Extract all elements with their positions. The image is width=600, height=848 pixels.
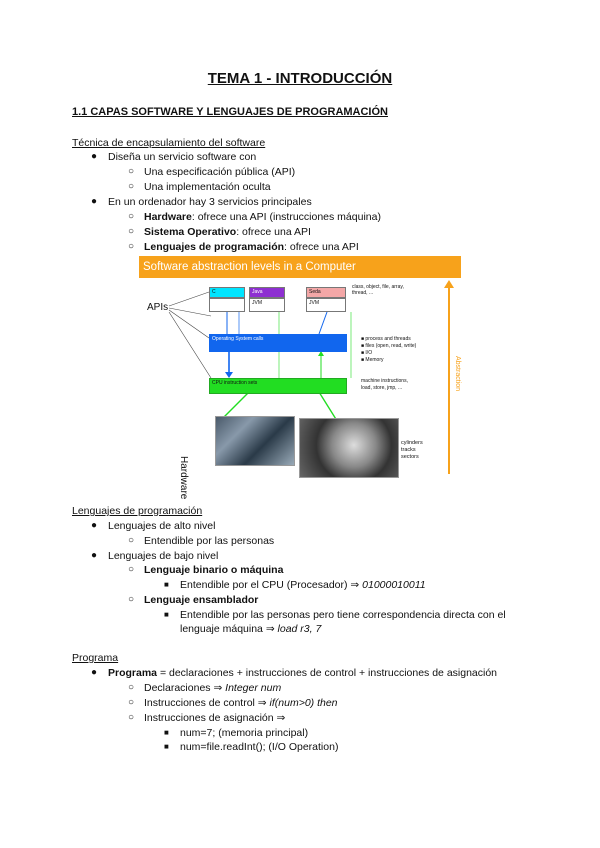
bullet-circle: ○ (128, 211, 135, 222)
lang-subitem: Lenguaje binario o máquina (144, 564, 284, 576)
jvm-box: JVM (306, 298, 346, 312)
section-heading: 1.1 CAPAS SOFTWARE Y LENGUAJES DE PROGRAMACIÓN (72, 106, 388, 118)
bullet-dot: ● (91, 667, 98, 678)
prog-subsubitem: num=7; (memoria principal) (180, 727, 309, 739)
service-desc: : ofrece una API (instrucciones máquina) (191, 211, 381, 223)
prog-definition: Programa = declaraciones + instrucciones de control + instrucciones de asignación (108, 667, 498, 679)
top-note: class, object, file, array, thread, ... (352, 284, 404, 296)
service-item (144, 240, 359, 254)
encap-heading: Técnica de encapsulamiento del software (72, 137, 266, 149)
prog-subitem: Instrucciones de control ⇒ if(num>0) then (144, 697, 338, 709)
bullet-square: ■ (164, 580, 169, 589)
bullet-circle: ○ (128, 594, 135, 605)
encap-subitem: Una especificación pública (API) (144, 166, 296, 178)
os-note: ■ Memory (361, 357, 384, 363)
bullet-circle: ○ (128, 241, 135, 252)
abstraction-diagram (139, 256, 461, 500)
bullet-circle: ○ (128, 226, 135, 237)
lang-item: Lenguajes de bajo nivel (108, 550, 219, 562)
bullet-dot: ● (91, 196, 98, 207)
bullet-circle: ○ (128, 697, 135, 708)
disk-note: sectors (401, 454, 419, 460)
encap-item: Diseña un servicio software con (108, 151, 257, 163)
jvm-box: JVM (249, 298, 285, 312)
bullet-square: ■ (164, 610, 169, 619)
bullet-circle: ○ (128, 564, 135, 575)
lang-subsubitem: Entendible por el CPU (Procesador) ⇒ 01000010011 (180, 579, 426, 591)
bullet-circle: ○ (128, 166, 135, 177)
prog-subsubitem: num=file.readInt(); (I/O Operation) (180, 741, 339, 753)
service-desc: : ofrece una API (236, 226, 311, 238)
disk-note: cylinders (401, 440, 423, 446)
page-title: TEMA 1 - INTRODUCCIÓN (207, 70, 393, 87)
bullet-dot: ● (91, 520, 98, 531)
cpu-note: machine instructions, load, store, jmp, ... (361, 378, 408, 391)
os-notes (361, 336, 416, 364)
prog-subitem: Instrucciones de asignación ⇒ (144, 712, 286, 724)
disk-note: tracks (401, 447, 416, 453)
app-java: Java (249, 287, 285, 298)
app-c-api (209, 298, 245, 312)
service-name: Lenguajes de programación (144, 241, 285, 253)
os-note: ■ I/O (361, 350, 373, 356)
os-note: ■ process and threads (361, 336, 411, 342)
bullet-square: ■ (164, 742, 169, 751)
lang-subsubitem: Entendible por las personas pero tiene correspondencia directa con el (180, 609, 506, 621)
encap-subitem: Una implementación oculta (144, 181, 271, 193)
lang-subsubitem-cont: lenguaje máquina ⇒ load r3, 7 (180, 623, 322, 635)
lang-subitem: Lenguaje ensamblador (144, 594, 259, 606)
service-name: Hardware (144, 211, 192, 223)
cpu-box: CPU instruction sets (209, 378, 347, 394)
abstraction-label: Abstraction (454, 356, 461, 392)
bullet-square: ■ (164, 728, 169, 737)
prog-heading: Programa (72, 652, 119, 664)
os-calls-box: Operating System calls (209, 334, 347, 352)
hard-disk-image (299, 418, 399, 478)
service-name: Sistema Operativo (144, 226, 237, 238)
bullet-circle: ○ (128, 181, 135, 192)
diagram-banner: Software abstraction levels in a Computer (139, 256, 461, 278)
app-seda: Seda (306, 287, 346, 298)
app-c: C (209, 287, 245, 298)
bullet-dot: ● (91, 151, 98, 162)
motherboard-image (215, 416, 295, 466)
prog-subitem: Declaraciones ⇒ Integer num (144, 682, 282, 694)
apis-label: APIs (147, 302, 169, 313)
hardware-label: Hardware (178, 456, 189, 500)
lang-heading: Lenguajes de programación (72, 505, 203, 517)
lang-item: Lenguajes de alto nivel (108, 520, 216, 532)
bullet-circle: ○ (128, 682, 135, 693)
service-item (144, 225, 311, 239)
bullet-circle: ○ (128, 535, 135, 546)
bullet-dot: ● (91, 550, 98, 561)
lang-subitem: Entendible por las personas (144, 535, 275, 547)
os-note: ■ files (open, read, write) (361, 343, 417, 349)
service-desc: : ofrece una API (284, 241, 359, 253)
encap-item: En un ordenador hay 3 servicios principales (108, 196, 312, 208)
service-item (144, 210, 381, 224)
bullet-circle: ○ (128, 712, 135, 723)
disk-notes (401, 440, 423, 461)
